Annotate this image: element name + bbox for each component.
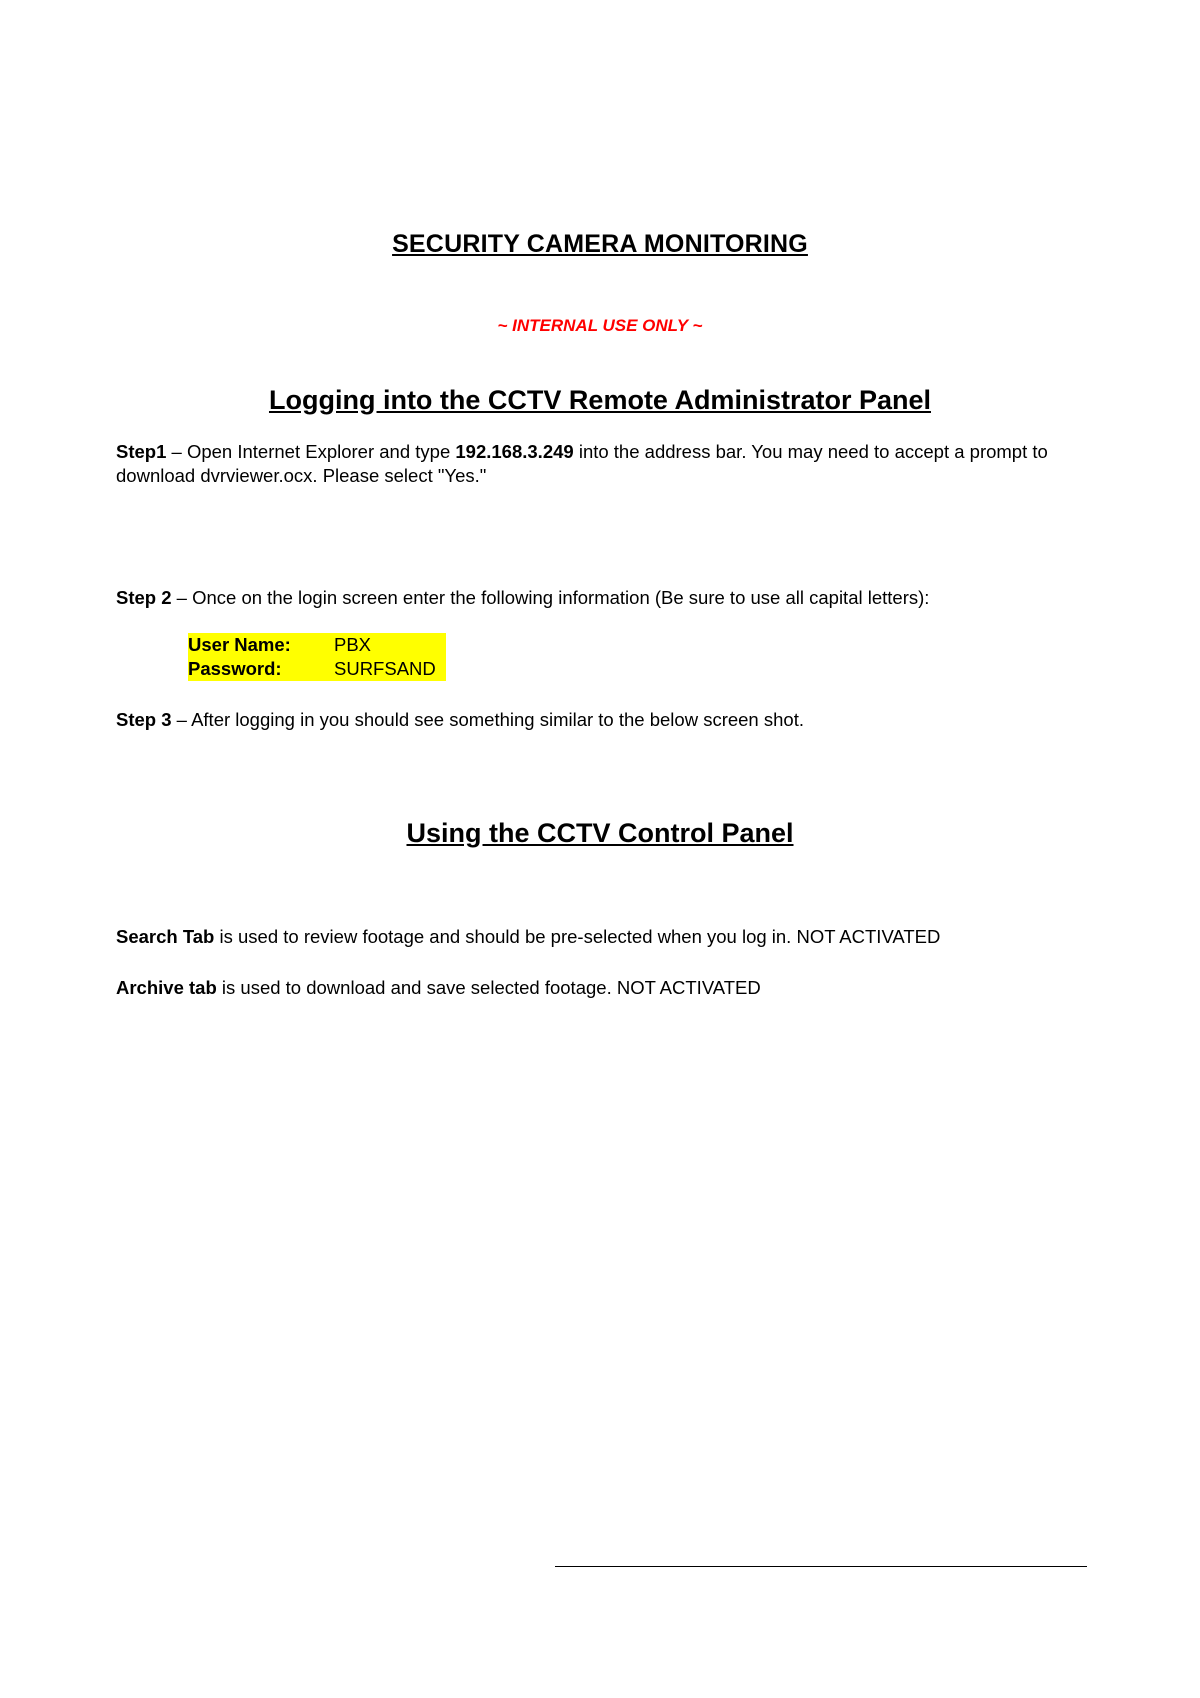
username-value: PBX [334,634,372,655]
username-label: User Name: [188,634,291,655]
archive-tab-label: Archive tab [116,977,217,998]
step2-label: Step 2 [116,587,172,608]
step3-label: Step 3 [116,709,172,730]
step1-text-b: into the address bar. You may need to accept a prompt to download dvrviewer.ocx. Please select "Yes." [116,441,1048,486]
search-tab-label: Search Tab [116,926,215,947]
search-tab-text: is used to review footage and should be pre-selected when you log in. NOT ACTIVATED [214,926,941,947]
password-row [188,657,446,681]
search-tab-paragraph [116,925,1076,949]
section-heading-login: Logging into the CCTV Remote Administrator Panel [268,385,931,415]
step1-paragraph [116,440,1076,488]
step3-text: – After logging in you should see something similar to the below screen shot. [171,709,804,730]
document-title: SECURITY CAMERA MONITORING [392,230,808,258]
archive-tab-paragraph [116,976,1076,1000]
step1-text-a: – Open Internet Explorer and type [166,441,456,462]
step2-paragraph [116,586,1076,610]
section-heading-control-panel: Using the CCTV Control Panel [406,818,794,848]
password-label: Password: [188,658,282,679]
ip-address: 192.168.3.249 [455,441,574,462]
archive-tab-text: is used to download and save selected footage. NOT ACTIVATED [216,977,761,998]
step1-label: Step1 [116,441,167,462]
credentials-block [188,633,446,681]
password-value: SURFSAND [334,658,436,679]
footer-signature-line [555,1566,1087,1567]
username-row [188,633,446,657]
step3-paragraph [116,708,1076,732]
step2-text: – Once on the login screen enter the following information (Be sure to use all capital letters): [171,587,930,608]
internal-use-notice: ~ INTERNAL USE ONLY ~ [497,316,703,335]
